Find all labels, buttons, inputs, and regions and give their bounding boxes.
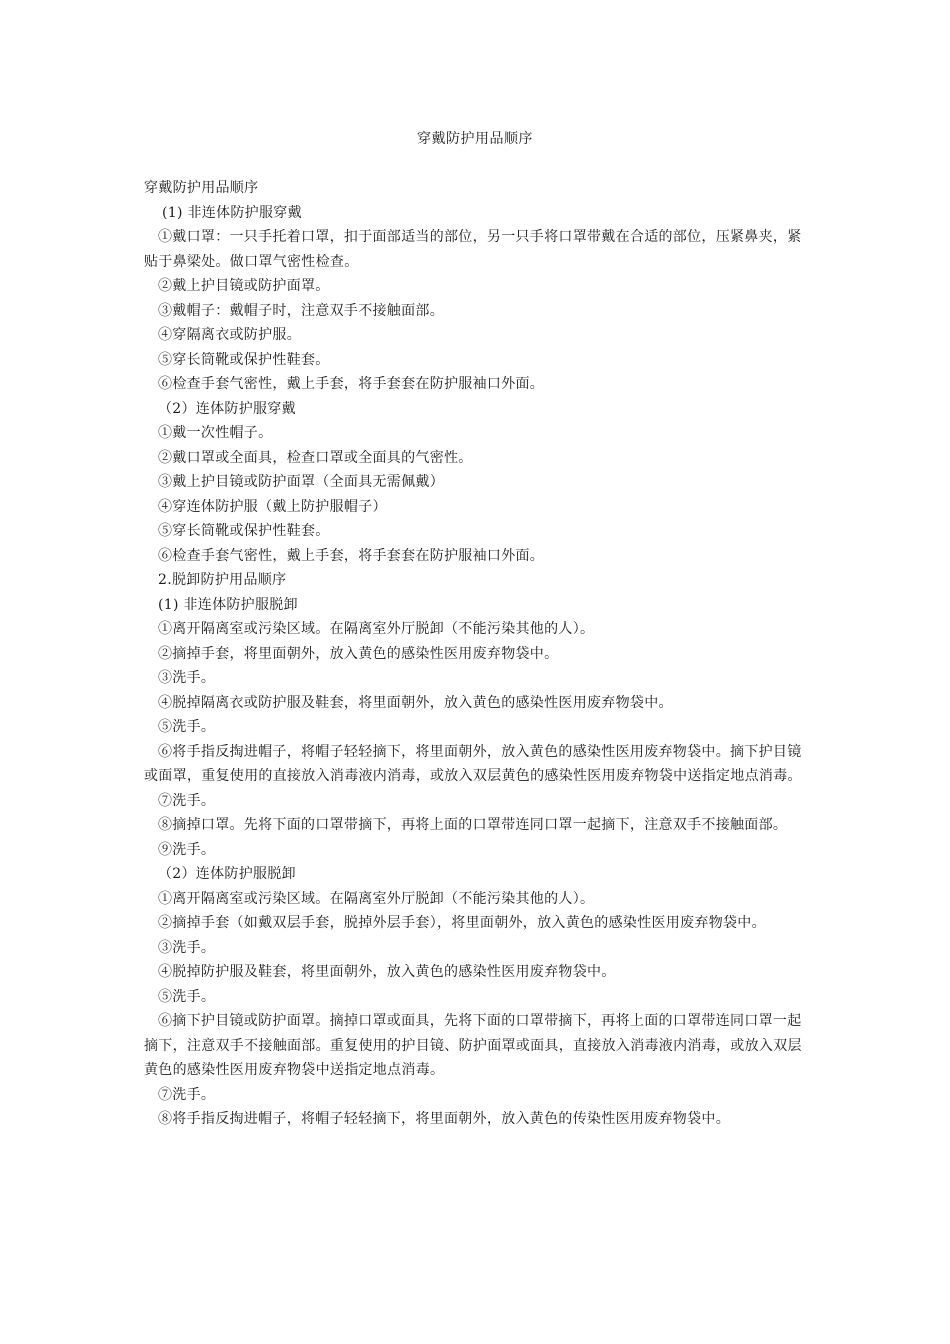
paragraph-line: ⑤洗手。	[158, 988, 216, 1005]
paragraph-line: ③洗手。	[158, 939, 216, 956]
paragraph-line: ⑤穿长筒靴或保护性鞋套。	[158, 523, 330, 539]
paragraph-line: ①戴口罩：一只手托着口罩，扣于面部适当的部位，另一只手将口罩带戴在合适的部位，压紧鼻夹，紧贴于鼻梁处。做口罩气密性检查。	[144, 229, 802, 270]
paragraph-line: ③戴帽子：戴帽子时，注意双手不接触面部。	[158, 302, 444, 319]
paragraph-line: ⑥摘下护目镜或防护面罩。摘掉口罩或面具，先将下面的口罩带摘下，再将上面的口罩带连同口罩一起摘下，注意双手不接触面部。重复使用的护目镜、防护面罩或面具，直接放入消毒液内消毒，或放入双层黄色的感染性医用废弃物袋中送指定地点消毒。	[144, 1013, 802, 1078]
paragraph-line: 穿戴防护用品顺序	[144, 180, 259, 196]
document-title: 穿戴防护用品顺序	[417, 131, 533, 147]
paragraph-line: ⑥将手指反掏进帽子，将帽子轻轻摘下，将里面朝外，放入黄色的感染性医用废弃物袋中。摘下护目镜或面罩，重复使用的直接放入消毒液内消毒，或放入双层黄色的感染性医用废弃物袋中送指定地点消毒。	[144, 743, 802, 784]
paragraph-line: ④穿连体防护服（戴上防护服帽子）	[158, 498, 387, 515]
paragraph-line: ②摘掉手套（如戴双层手套，脱掉外层手套），将里面朝外，放入黄色的感染性医用废弃物袋中。	[158, 915, 766, 931]
paragraph-line: ②戴上护目镜或防护面罩。	[158, 278, 330, 294]
paragraph-line: 2.脱卸防护用品顺序	[158, 572, 287, 588]
paragraph-line: ④脱掉隔离衣或防护服及鞋套，将里面朝外，放入黄色的感染性医用废弃物袋中。	[158, 694, 673, 711]
paragraph-line: ③洗手。	[158, 670, 216, 686]
paragraph-line: ⑤洗手。	[158, 719, 216, 735]
paragraph-line: (1) 非连体防护服穿戴	[162, 204, 302, 221]
paragraph-line: ⑦洗手。	[158, 792, 216, 809]
paragraph-line: ④脱掉防护服及鞋套，将里面朝外，放入黄色的感染性医用废弃物袋中。	[158, 964, 616, 980]
paragraph-line: ②摘掉手套，将里面朝外，放入黄色的感染性医用废弃物袋中。	[158, 645, 559, 662]
paragraph-line: ③戴上护目镜或防护面罩（全面具无需佩戴）	[158, 474, 444, 490]
paragraph-line: （2）连体防护服穿戴	[158, 400, 296, 417]
paragraph-line: ⑧将手指反掏进帽子，将帽子轻轻摘下，将里面朝外，放入黄色的传染性医用废弃物袋中。	[158, 1111, 730, 1127]
paragraph-line: ①离开隔离室或污染区域。在隔离室外厅脱卸（不能污染其他的人）。	[158, 621, 595, 637]
paragraph-line: ④穿隔离衣或防护服。	[158, 327, 301, 343]
paragraph-line: ⑤穿长筒靴或保护性鞋套。	[158, 351, 330, 368]
paragraph-line: （2）连体防护服脱卸	[158, 866, 296, 882]
paragraph-line: ⑥检查手套气密性，戴上手套，将手套套在防护服袖口外面。	[158, 547, 545, 564]
paragraph-line: ⑦洗手。	[158, 1086, 216, 1103]
paragraph-line: ⑨洗手。	[158, 841, 216, 858]
paragraph-line: ①离开隔离室或污染区域。在隔离室外厅脱卸（不能污染其他的人）。	[158, 890, 595, 907]
paragraph-line: ①戴一次性帽子。	[158, 425, 273, 441]
paragraph-line: ⑧摘掉口罩。先将下面的口罩带摘下，再将上面的口罩带连同口罩一起摘下，注意双手不接触面部。	[158, 817, 788, 833]
paragraph-line: ⑥检查手套气密性，戴上手套，将手套套在防护服袖口外面。	[158, 376, 545, 392]
document-body	[144, 176, 806, 1132]
paragraph-line: (1) 非连体防护服脱卸	[158, 596, 298, 613]
paragraph-line: ②戴口罩或全面具，检查口罩或全面具的气密性。	[158, 449, 473, 466]
